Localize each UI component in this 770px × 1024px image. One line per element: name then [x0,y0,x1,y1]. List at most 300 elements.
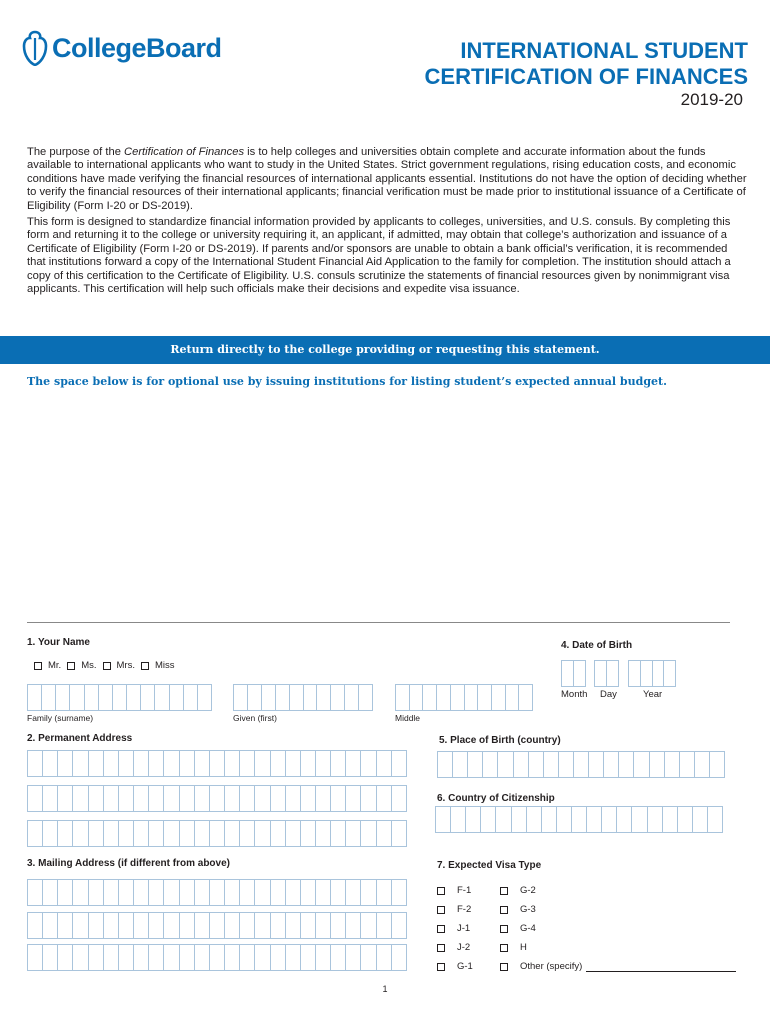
char-cell[interactable] [164,751,179,776]
char-cell[interactable] [56,685,70,710]
char-cell[interactable] [361,945,376,970]
char-cell[interactable] [99,685,113,710]
char-cell[interactable] [89,945,104,970]
char-cell[interactable] [119,786,134,811]
visa-option-h[interactable] [500,938,736,957]
char-cell[interactable] [195,913,210,938]
char-cell[interactable] [89,913,104,938]
char-cell[interactable] [392,880,406,905]
char-cell[interactable] [113,685,127,710]
char-cell[interactable] [234,685,248,710]
char-cell[interactable] [73,786,88,811]
char-cell[interactable] [225,786,240,811]
char-cell[interactable] [595,661,607,686]
intro-p1-start: The purpose of the [27,146,125,158]
char-cell[interactable] [316,880,331,905]
char-cell[interactable] [73,821,88,846]
char-cell[interactable] [483,752,498,777]
char-cell[interactable] [58,751,73,776]
char-cell[interactable] [43,786,58,811]
char-cell[interactable] [574,752,589,777]
form-title [425,38,748,90]
char-cell[interactable] [392,821,406,846]
visa-option-g4[interactable] [500,919,736,938]
checkbox[interactable] [500,906,508,914]
char-cell[interactable] [377,945,392,970]
visa-f1-label: F-1 [457,885,472,896]
char-cell[interactable] [141,685,155,710]
char-cell[interactable] [195,821,210,846]
char-cell[interactable] [180,751,195,776]
char-cell[interactable] [271,880,286,905]
char-cell[interactable] [492,685,506,710]
char-cell[interactable] [396,685,410,710]
char-cell[interactable] [542,807,557,832]
checkbox[interactable] [437,944,445,952]
char-cell[interactable] [164,821,179,846]
char-cell[interactable] [392,945,406,970]
char-cell[interactable] [119,913,134,938]
char-cell[interactable] [58,821,73,846]
char-cell[interactable] [316,945,331,970]
char-cell[interactable] [149,913,164,938]
char-cell[interactable] [346,821,361,846]
char-cell[interactable] [134,786,149,811]
char-cell[interactable] [392,913,406,938]
char-cell[interactable] [572,807,587,832]
char-cell[interactable] [134,913,149,938]
char-cell[interactable] [286,913,301,938]
char-cell[interactable] [317,685,331,710]
char-cell[interactable] [301,913,316,938]
char-cell[interactable] [665,752,680,777]
char-cell[interactable] [240,821,255,846]
day-label: Day [600,689,617,700]
char-cell[interactable] [617,807,632,832]
char-cell[interactable] [195,751,210,776]
char-cell[interactable] [316,751,331,776]
char-cell[interactable] [544,752,559,777]
char-cell[interactable] [271,751,286,776]
char-cell[interactable] [225,821,240,846]
char-cell[interactable] [104,821,119,846]
char-cell[interactable] [149,945,164,970]
char-cell[interactable] [255,913,270,938]
char-cell[interactable] [119,821,134,846]
char-cell[interactable] [361,880,376,905]
char-cell[interactable] [28,913,43,938]
title-option-ms[interactable] [67,660,96,671]
char-cell[interactable] [180,880,195,905]
char-cell[interactable] [271,786,286,811]
char-cell[interactable] [519,685,532,710]
intro-p1-end: is to help colleges and universities obtain complete and accurate information about the funds available to international applicants who want to study in the United States. Strict government regulations, rising education costs, and economic conditions have made verifying the financial resources of international applicants essential. Institutions do not have the option of deciding whether to verify the financial resources of their international applicants; financial verification must be made prior to institutional issuance of a Certificate of Eligibility (Form I-20 or DS-2019). [27,146,747,212]
char-cell[interactable] [73,880,88,905]
char-cell[interactable] [678,807,693,832]
char-cell[interactable] [210,913,225,938]
intro-paragraph-1 [27,146,747,213]
place-of-birth-field[interactable] [437,751,725,778]
char-cell[interactable] [240,945,255,970]
title-option-mr[interactable] [34,660,61,671]
char-cell[interactable] [641,661,653,686]
char-cell[interactable] [708,807,722,832]
char-cell[interactable] [73,945,88,970]
char-cell[interactable] [134,821,149,846]
char-cell[interactable] [377,751,392,776]
char-cell[interactable] [198,685,211,710]
char-cell[interactable] [286,751,301,776]
char-cell[interactable] [195,945,210,970]
char-cell[interactable] [164,945,179,970]
checkbox[interactable] [437,963,445,971]
checkbox[interactable] [437,925,445,933]
char-cell[interactable] [331,786,346,811]
visa-options-col-1 [437,881,473,976]
dob-label: 4. Date of Birth [561,640,633,651]
char-cell[interactable] [316,786,331,811]
char-cell[interactable] [248,685,262,710]
char-cell[interactable] [43,913,58,938]
char-cell[interactable] [28,751,43,776]
char-cell[interactable] [210,821,225,846]
char-cell[interactable] [70,685,84,710]
char-cell[interactable] [43,821,58,846]
char-cell[interactable] [377,821,392,846]
char-cell[interactable] [451,685,465,710]
char-cell[interactable] [180,913,195,938]
char-cell[interactable] [664,661,675,686]
dob-day-field[interactable] [594,660,619,687]
char-cell[interactable] [28,821,43,846]
char-cell[interactable] [331,685,345,710]
char-cell[interactable] [512,807,527,832]
char-cell[interactable] [195,880,210,905]
char-cell[interactable] [164,913,179,938]
char-cell[interactable] [632,807,647,832]
char-cell[interactable] [506,685,520,710]
char-cell[interactable] [361,913,376,938]
char-cell[interactable] [301,880,316,905]
family-label: Family (surname) [27,713,94,723]
char-cell[interactable] [89,821,104,846]
char-cell[interactable] [119,751,134,776]
citizenship-field[interactable] [435,806,723,833]
acorn-icon [22,30,48,66]
checkbox[interactable] [437,906,445,914]
char-cell[interactable] [423,685,437,710]
char-cell[interactable] [559,752,574,777]
char-cell[interactable] [589,752,604,777]
checkbox[interactable] [500,963,508,971]
visa-option-g3[interactable] [500,900,736,919]
char-cell[interactable] [557,807,572,832]
char-cell[interactable] [42,685,56,710]
char-cell[interactable] [58,913,73,938]
char-cell[interactable] [468,752,483,777]
char-cell[interactable] [180,786,195,811]
char-cell[interactable] [255,880,270,905]
char-cell[interactable] [653,661,665,686]
char-cell[interactable] [346,880,361,905]
char-cell[interactable] [240,786,255,811]
char-cell[interactable] [663,807,678,832]
char-cell[interactable] [210,786,225,811]
char-cell[interactable] [648,807,663,832]
char-cell[interactable] [210,945,225,970]
citizenship-label: 6. Country of Citizenship [437,793,555,804]
char-cell[interactable] [316,913,331,938]
dob-year-field[interactable] [628,660,676,687]
char-cell[interactable] [436,807,451,832]
char-cell[interactable] [346,786,361,811]
char-cell[interactable] [58,945,73,970]
char-cell[interactable] [451,807,466,832]
visa-g3-label: G-3 [520,904,536,915]
char-cell[interactable] [478,685,492,710]
char-cell[interactable] [255,786,270,811]
char-cell[interactable] [346,945,361,970]
address-line-1[interactable] [27,750,407,777]
visa-j1-label: J-1 [457,923,471,934]
char-cell[interactable] [301,786,316,811]
char-cell[interactable] [210,880,225,905]
char-cell[interactable] [527,807,542,832]
address-line-2[interactable] [27,785,407,812]
char-cell[interactable] [438,752,453,777]
char-cell[interactable] [562,661,574,686]
char-cell[interactable] [43,751,58,776]
char-cell[interactable] [392,751,406,776]
mailing-line-1[interactable] [27,879,407,906]
visa-h-label: H [520,942,527,953]
char-cell[interactable] [693,807,708,832]
char-cell[interactable] [104,786,119,811]
collegeboard-logo [22,30,222,66]
char-cell[interactable] [134,945,149,970]
char-cell[interactable] [695,752,710,777]
char-cell[interactable] [89,880,104,905]
char-cell[interactable] [345,685,359,710]
char-cell[interactable] [104,913,119,938]
char-cell[interactable] [377,913,392,938]
char-cell[interactable] [331,913,346,938]
char-cell[interactable] [301,945,316,970]
char-cell[interactable] [410,685,424,710]
given-name-field[interactable] [233,684,373,711]
checkbox[interactable] [500,887,508,895]
visa-g4-label: G-4 [520,923,536,934]
address-line-3[interactable] [27,820,407,847]
dob-month-field[interactable] [561,660,586,687]
char-cell[interactable] [119,880,134,905]
char-cell[interactable] [619,752,634,777]
char-cell[interactable] [481,807,496,832]
char-cell[interactable] [529,752,544,777]
char-cell[interactable] [240,751,255,776]
title-mr-label: Mr. [48,660,62,671]
char-cell[interactable] [453,752,468,777]
visa-g2-label: G-2 [520,885,536,896]
visa-option-g2[interactable] [500,881,736,900]
char-cell[interactable] [28,685,42,710]
given-label: Given (first) [233,713,277,723]
char-cell[interactable] [465,685,479,710]
char-cell[interactable] [73,751,88,776]
visa-option-f2[interactable] [437,900,473,919]
checkbox[interactable] [500,944,508,952]
visa-option-g1[interactable] [437,957,473,976]
visa-other-specify-line[interactable] [586,962,736,972]
char-cell[interactable] [629,661,641,686]
char-cell[interactable] [650,752,665,777]
char-cell[interactable] [43,880,58,905]
char-cell[interactable] [149,821,164,846]
char-cell[interactable] [331,751,346,776]
checkbox[interactable] [141,662,149,670]
char-cell[interactable] [574,661,585,686]
char-cell[interactable] [28,880,43,905]
char-cell[interactable] [184,685,198,710]
visa-option-j2[interactable] [437,938,473,957]
char-cell[interactable] [89,751,104,776]
char-cell[interactable] [607,661,618,686]
char-cell[interactable] [155,685,169,710]
char-cell[interactable] [195,786,210,811]
char-cell[interactable] [255,821,270,846]
intro-p1-italic: Certification of Finances [124,146,245,158]
char-cell[interactable] [58,786,73,811]
visa-f2-label: F-2 [457,904,472,915]
char-cell[interactable] [286,945,301,970]
char-cell[interactable] [466,807,481,832]
char-cell[interactable] [271,821,286,846]
char-cell[interactable] [73,913,88,938]
char-cell[interactable] [271,913,286,938]
char-cell[interactable] [346,751,361,776]
char-cell[interactable] [134,880,149,905]
char-cell[interactable] [377,786,392,811]
char-cell[interactable] [28,786,43,811]
form-year: 2019-20 [680,90,743,109]
char-cell[interactable] [240,880,255,905]
title-line-1: INTERNATIONAL STUDENT [460,38,748,63]
title-miss-label: Miss [154,660,175,671]
char-cell[interactable] [149,751,164,776]
char-cell[interactable] [225,945,240,970]
char-cell[interactable] [496,807,511,832]
char-cell[interactable] [225,880,240,905]
visa-options-col-2 [500,881,736,976]
char-cell[interactable] [498,752,513,777]
char-cell[interactable] [361,786,376,811]
char-cell[interactable] [331,821,346,846]
mailing-line-2[interactable] [27,912,407,939]
char-cell[interactable] [134,751,149,776]
family-name-field[interactable] [27,684,212,711]
char-cell[interactable] [316,821,331,846]
char-cell[interactable] [89,786,104,811]
char-cell[interactable] [225,751,240,776]
char-cell[interactable] [634,752,649,777]
checkbox[interactable] [500,925,508,933]
visa-g1-label: G-1 [457,961,473,972]
title-line-2: CERTIFICATION OF FINANCES [424,64,748,89]
char-cell[interactable] [361,751,376,776]
char-cell[interactable] [255,751,270,776]
char-cell[interactable] [255,945,270,970]
char-cell[interactable] [286,786,301,811]
char-cell[interactable] [514,752,529,777]
char-cell[interactable] [85,685,99,710]
title-option-mrs[interactable] [103,660,135,671]
visa-option-j1[interactable] [437,919,473,938]
char-cell[interactable] [276,685,290,710]
char-cell[interactable] [290,685,304,710]
char-cell[interactable] [301,751,316,776]
char-cell[interactable] [331,880,346,905]
char-cell[interactable] [149,880,164,905]
char-cell[interactable] [225,913,240,938]
char-cell[interactable] [602,807,617,832]
char-cell[interactable] [58,880,73,905]
mailing-line-3[interactable] [27,944,407,971]
checkbox[interactable] [103,662,111,670]
visa-option-f1[interactable] [437,881,473,900]
char-cell[interactable] [346,913,361,938]
char-cell[interactable] [271,945,286,970]
char-cell[interactable] [301,821,316,846]
char-cell[interactable] [680,752,695,777]
visa-other-label: Other (specify) [520,961,583,972]
visa-option-other[interactable] [500,957,736,976]
char-cell[interactable] [710,752,724,777]
checkbox[interactable] [34,662,42,670]
char-cell[interactable] [392,786,406,811]
char-cell[interactable] [180,821,195,846]
char-cell[interactable] [377,880,392,905]
char-cell[interactable] [149,786,164,811]
char-cell[interactable] [43,945,58,970]
char-cell[interactable] [104,751,119,776]
char-cell[interactable] [104,880,119,905]
char-cell[interactable] [262,685,276,710]
char-cell[interactable] [331,945,346,970]
char-cell[interactable] [240,913,255,938]
char-cell[interactable] [170,685,184,710]
char-cell[interactable] [286,880,301,905]
char-cell[interactable] [359,685,372,710]
title-option-miss[interactable] [141,660,175,671]
char-cell[interactable] [304,685,318,710]
char-cell[interactable] [210,751,225,776]
char-cell[interactable] [28,945,43,970]
char-cell[interactable] [587,807,602,832]
middle-name-field[interactable] [395,684,533,711]
checkbox[interactable] [67,662,75,670]
checkbox[interactable] [437,887,445,895]
char-cell[interactable] [104,945,119,970]
char-cell[interactable] [286,821,301,846]
char-cell[interactable] [164,786,179,811]
char-cell[interactable] [119,945,134,970]
char-cell[interactable] [361,821,376,846]
char-cell[interactable] [604,752,619,777]
char-cell[interactable] [164,880,179,905]
char-cell[interactable] [437,685,451,710]
char-cell[interactable] [180,945,195,970]
char-cell[interactable] [127,685,141,710]
